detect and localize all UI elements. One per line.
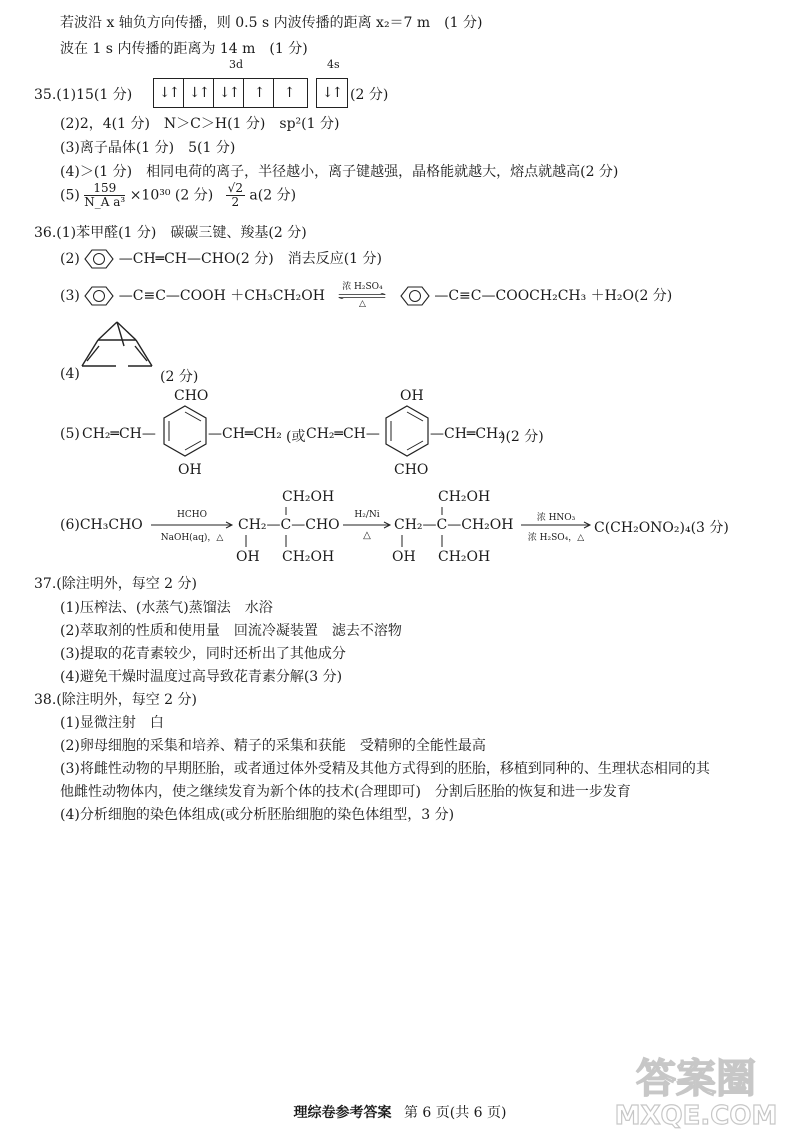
benzene-ring-icon [84,285,114,307]
arrow-condition-bottom: △ [358,299,366,309]
q36-5b-top-group: OH [400,388,424,404]
q36-4-prefix: (4) [60,366,80,382]
q37-heading: 37.(除注明外，每空 2 分) [34,576,197,592]
q38-answer-4: (4)分析细胞的染色体组成(或分析胚胎细胞的染色体组型，3 分) [60,807,455,823]
footer-page-number: 第 6 页(共 6 页) [403,1105,507,1121]
q36-4-score: (2 分) [160,369,199,385]
orbital-cell: ↑ [244,79,274,107]
m1-left-oh: OH [236,549,260,565]
q36-5b-left: CH₂═CH— [306,426,380,442]
benzene-ring-icon [382,404,432,458]
q36-5a-left: CH₂═CH— [82,426,156,442]
q37-answer-1: (1)压榨法、(水蒸气)蒸馏法 水浴 [60,600,273,616]
arrow-condition-top: 浓 H₂SO₄ [342,282,383,292]
q35-line-2: (2)2，4(1 分) N＞C＞H(1 分) sp²(1 分) [60,116,340,132]
q36-5-prefix: (5) [60,426,80,442]
q35-line-4: (4)＞(1 分) 相同电荷的离子，半径越小，离子键越强，晶格能就越大，熔点就越高(2 分) [60,164,619,180]
density-fraction [84,182,125,209]
condition-1-top: HCHO [177,510,207,520]
orbital-cell: ↓↑ [184,79,214,107]
q36-2-prefix: (2) [60,251,80,267]
q38-answer-1: (1)显微注射 白 [60,715,164,731]
physics-line-1: 若波沿 x 轴负方向传播，则 0.5 s 内波传播的距离 x₂＝7 m (1 分) [60,15,483,31]
q36-5-score: )(2 分) [500,429,544,445]
m1-bottom-group: CH₂OH [282,549,335,565]
q36-5a-bottom-group: OH [178,462,202,478]
reversible-arrow [329,282,395,310]
orbital-box-4s [316,78,348,108]
svg-text:答案圈: 答案圈 [636,1056,756,1102]
q36-3-reactants: —C≡C—COOH ＋CH₃CH₂OH [118,288,325,304]
q35-line-1-score: (2 分) [350,87,389,103]
benzene-ring-icon [400,285,430,307]
m1-main-chain: CH₂—C—CHO [238,517,340,533]
final-product: C(CH₂ONO₂)₄(3 分) [594,520,729,536]
physics-line-2: 波在 1 s 内传播的距离为 14 m (1 分) [60,41,308,57]
orbital-label-4s: 4s [327,58,340,71]
q36-3-products: —C≡C—COOCH₂CH₃ ＋H₂O(2 分) [434,288,673,304]
condition-2-bottom: △ [363,530,371,541]
q36-line-2 [60,248,382,270]
svg-text:MXQE.COM: MXQE.COM [614,1101,778,1131]
q36-5a-right: —CH═CH₂ [208,426,282,442]
q38-heading: 38.(除注明外，每空 2 分) [34,692,197,708]
m2-main-chain: CH₂—C—CH₂OH [394,517,514,533]
m2-left-oh: OH [392,549,416,565]
q35-line-3: (3)离子晶体(1 分) 5(1 分) [60,140,236,156]
q37-answer-3: (3)提取的花青素较少，同时还析出了其他成分 [60,646,346,662]
watermark-logo [606,1042,786,1132]
q36-5-or: (或 [286,429,306,445]
q36-line-1: 36.(1)苯甲醛(1 分) 碳碳三键、羧基(2 分) [34,225,307,241]
q38-answer-2: (2)卵母细胞的采集和培养、精子的采集和获能 受精卵的全能性最高 [60,738,486,754]
benzene-ring-icon [84,248,114,270]
q38-answer-3b: 他雌性动物体内，使之继续发育为新个体的技术(合理即可) 分割后胚胎的恢复和进一步发育 [60,784,631,800]
fraction-numerator: 159 [84,182,125,196]
q36-5b-right: —CH═CH₂ [430,426,504,442]
q36-3-prefix: (3) [60,288,80,304]
q38-answer-3a: (3)将雌性动物的早期胚胎，或者通过体外受精及其他方式得到的胚胎，移植到同种的、生理状态相同的其 [60,761,710,777]
q36-6-start: (6)CH₃CHO [60,517,143,533]
q35-line-5 [60,182,296,209]
fraction-numerator: √2 [227,181,243,195]
m2-bonds [392,505,472,553]
footer-title: 理综卷参考答案 [293,1105,392,1121]
orbital-cell: ↓↑ [321,85,342,101]
q37-answer-2: (2)萃取剂的性质和使用量 回流冷凝装置 滤去不溶物 [60,623,402,639]
q35-5-prefix: (5) [60,187,80,204]
benzene-ring-icon [160,404,210,458]
m1-top-group: CH₂OH [282,489,335,505]
orbital-cell: ↑ [283,85,294,101]
reaction-arrow-icon [150,521,234,529]
orbital-cell: ↓↑ [154,79,184,107]
sqrt-fraction [226,182,245,209]
condition-3-top: 浓 HNO₃ [536,513,576,523]
condition-1-bottom: NaOH(aq)，△ [160,533,224,543]
m2-bottom-group: CH₂OH [438,549,491,565]
fraction-denominator: N_A a³ [84,195,126,209]
m1-bonds [236,505,316,553]
q36-2-formula: —CH═CH—CHO(2 分) 消去反应(1 分) [118,251,382,267]
condition-2-top: H₂/Ni [354,510,380,520]
q35-5-mid: ×10³⁰ (2 分) [129,187,214,204]
orbital-box-3d [153,78,308,108]
q36-5b-bottom-group: CHO [394,462,429,478]
norbornadiene-structure-icon [76,318,158,374]
reaction-arrow-icon [520,521,592,529]
m2-top-group: CH₂OH [438,489,491,505]
reaction-arrow-icon [342,521,392,529]
orbital-label-3d: 3d [229,58,244,71]
q36-line-3 [60,282,672,310]
q37-answer-4: (4)避免干燥时温度过高导致花青素分解(3 分) [60,669,343,685]
q35-5-suffix: a(2 分) [249,187,297,204]
q36-5a-top-group: CHO [174,388,209,404]
condition-3-bottom: 浓 H₂SO₄，△ [527,533,585,543]
fraction-denominator: 2 [231,195,240,209]
orbital-cell: ↓↑ [214,79,244,107]
q35-line-1-prefix: 35.(1)15(1 分) [34,87,133,103]
